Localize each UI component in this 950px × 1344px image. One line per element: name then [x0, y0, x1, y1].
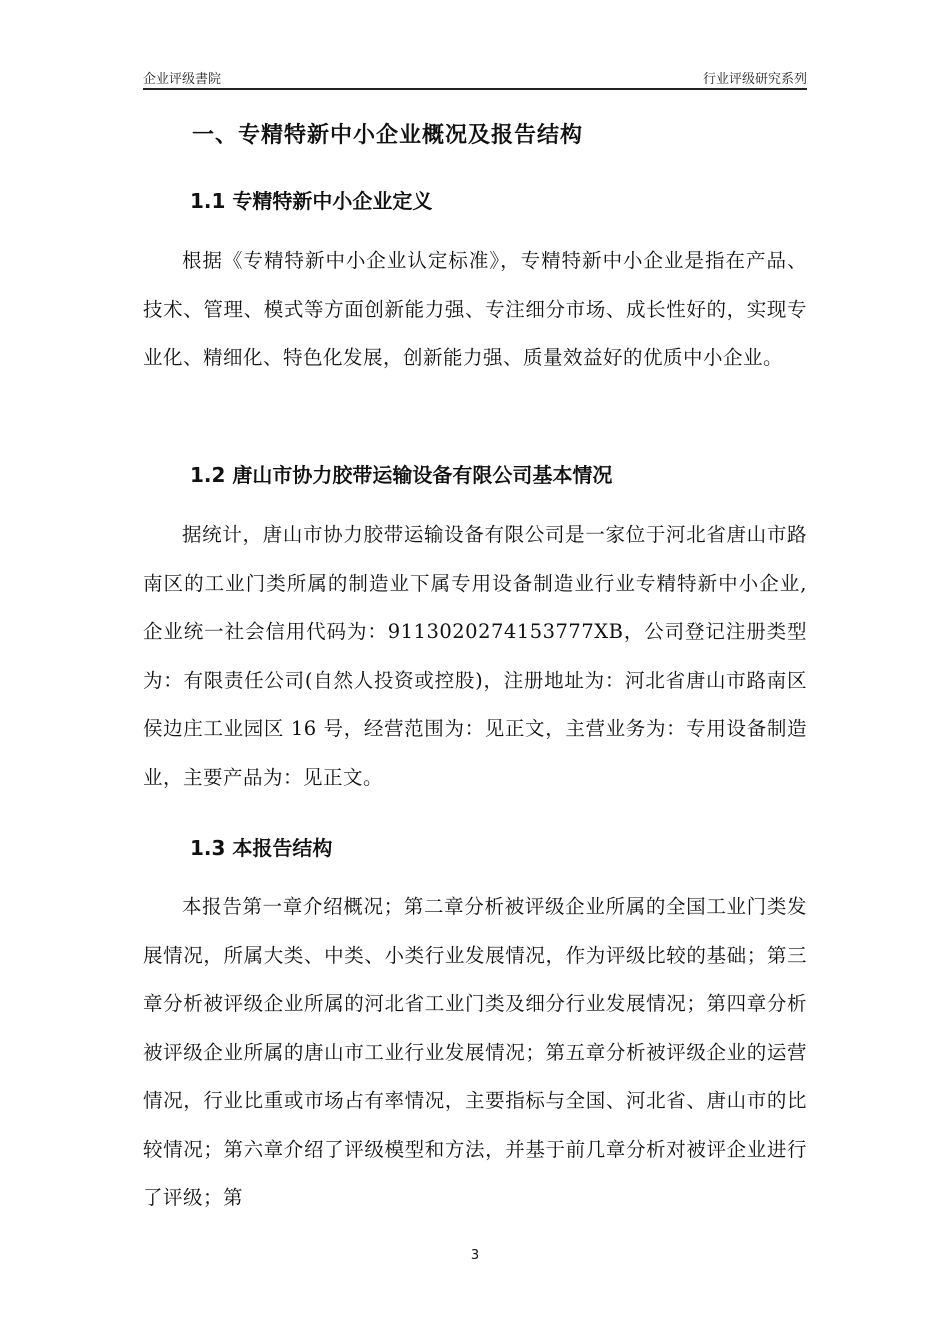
section-title-1-3: 1.3 本报告结构: [190, 836, 333, 860]
chapter-title: 一、专精特新中小企业概况及报告结构: [192, 123, 584, 148]
header-right-text: 行业评级研究系列: [702, 72, 807, 87]
section-title-1-1: 1.1 专精特新中小企业定义: [190, 189, 433, 213]
section-paragraph-1-2: 据统计，唐山市协力胶带运输设备有限公司是一家位于河北省唐山市路南区的工业门类所属的制造业下属专用设备制造业行业专精特新中小企业,企业统一社会信用代码为：911302027415377​7XB，公司登记注册类型为：有限责任公司(自然人投资或控股)，注册地址为：河北省唐山市路南区侯边庄工业园区 16 号，经营范围为：见正文，主营业务为：专用设备制造业，主要产品为：见正文。: [143, 523, 807, 789]
section-title-1-2: 1.2 唐山市协力胶带运输设备有限公司基本情况: [190, 463, 613, 487]
section-paragraph-1-3: 本报告第一章介绍概况；第二章分析被评级企业所属的全国工业门类发展情况，所属大类、中类、小类行业发展情况，作为评级比较的基础；第三章分析被评级企业所属的河北省工业门类及细分行业发展情况；第四章分析被评级企业所属的唐山市工业行业发展情况；第五章分析被评级企业的运营情况，行业比重或市场占有率情况，主要指标与全国、河北省、唐山市的比较情况；第六章介绍了评级模型和方法，并基于前几章分析对被评企业进行了评级；第: [143, 895, 807, 1209]
page-number: 3: [470, 1248, 480, 1263]
header-divider: [143, 88, 807, 90]
section-paragraph-1-1: 根据《专精特新中小企业认定标准》，专精特新中小企业是指在产品、技术、管理、模式等方面创新能力强、专注细分市场、成长性好的，实现专业化、精细化、特色化发展，创新能力强、质量效益好的优质中小企业。: [143, 249, 807, 369]
header-left-text: 企业评级書院: [143, 72, 222, 87]
page-header: [143, 68, 807, 88]
